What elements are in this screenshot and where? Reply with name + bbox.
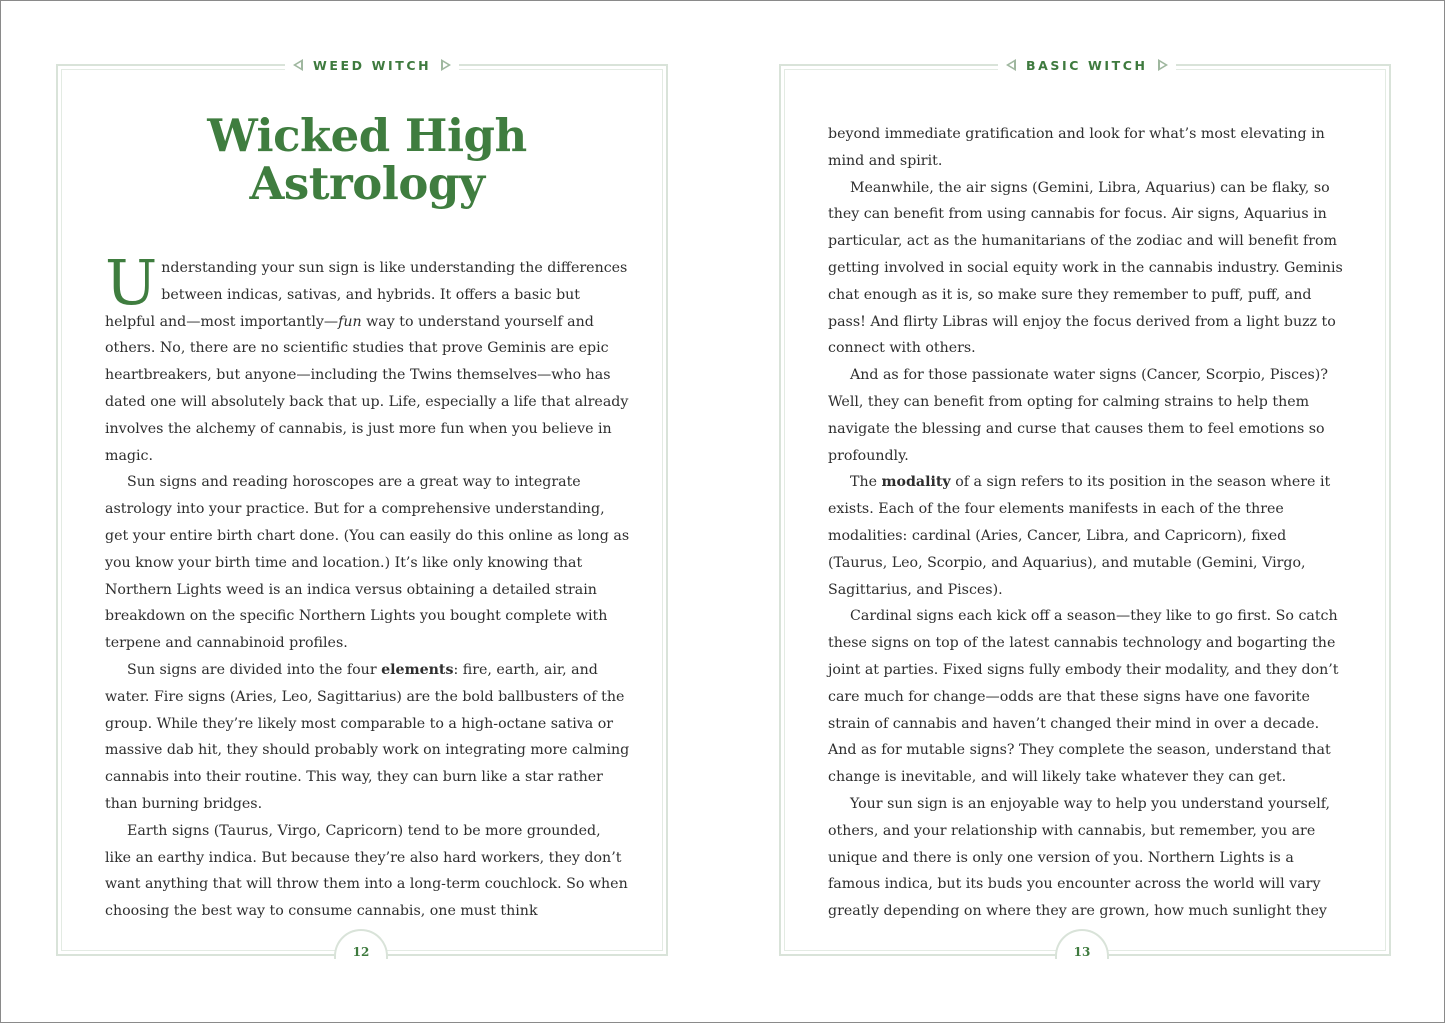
paragraph: Cardinal signs each kick off a season—they like to go first. So catch these signs on top of the latest cannabis technology and bogarting the joint at parties. Fixed signs fully embody their modality, and they don’t care much for change—odds are that these signs have one favorite strain of cannabis and haven’t changed their mind in over a decade. And as for mutable signs? They complete the season, understand that change is inevitable, and will likely take whatever they can get. <box>828 608 1339 786</box>
paragraph: Earth signs (Taurus, Virgo, Capricorn) tend to be more grounded, like an earthy indica. But because they’re also hard workers, they don’t want anything that will throw them into a long-term couchlock. So when choosing the best way to consume cannabis, one must think <box>105 822 628 920</box>
page-number: 13 <box>1073 945 1091 959</box>
text-run: way to understand yourself and others. No, there are no scientific studies that prove Geminis are epic heartbreakers, but anyone—including the Twins themselves—who has dated one will absolutely back that up. Life, especially a life that already involves the alchemy of cannabis, is just more fun when you believe in magic. <box>105 313 629 464</box>
paragraph <box>105 657 630 818</box>
text-run: nderstanding your sun sign is like understanding the differences between indicas, sativas, and hybrids. It offers a basic but helpful and—most importantly— <box>105 260 628 330</box>
running-head-label: BASIC WITCH <box>1026 57 1148 73</box>
text-run: : fire, earth, air, and water. Fire signs (Aries, Leo, Sagittarius) are the bold ballbusters of the group. While they’re likely most comparable to a high-octane sativa or massive dab hit, they should probably work on integrating more calming cannabis into their routine. This way, they can burn like a star rather than burning bridges. <box>105 661 630 812</box>
bold-term: modality <box>881 474 951 491</box>
paragraph <box>828 469 1346 603</box>
right-running-head <box>998 54 1176 76</box>
left-running-head <box>285 54 459 76</box>
title-line-1: Wicked High <box>207 109 527 162</box>
left-ornament-icon <box>293 59 303 71</box>
running-head-label: WEED WITCH <box>313 57 432 73</box>
right-body-text <box>828 121 1346 925</box>
title-line-2: Astrology <box>249 157 485 210</box>
left-ornament-icon <box>1006 59 1016 71</box>
emphasis: fun <box>338 313 362 330</box>
paragraph: Sun signs and reading horoscopes are a great way to integrate astrology into your practice. But for a comprehensive understanding, get your entire birth chart done. (You can easily do this online as long as you know your birth time and location.) It’s like only knowing that Northern Lights weed is an indica versus obtaining a detailed strain breakdown on the specific Northern Lights you bought complete with terpene and cannabinoid profiles. <box>105 474 630 652</box>
text-run: Sun signs are divided into the four <box>127 661 382 678</box>
paragraph: Your sun sign is an enjoyable way to help you understand yourself, others, and your relationship with cannabis, but remember, you are unique and there is only one version of you. Northern Lights is a famous indica, but its buds you encounter across the world will vary greatly depending on where they are grown, how much sunlight they <box>828 795 1331 920</box>
right-ornament-icon <box>1158 59 1168 71</box>
paragraph: beyond immediate gratification and look for what’s most elevating in mind and spirit. <box>828 126 1325 169</box>
text-run: The <box>850 474 882 491</box>
bold-term: elements <box>381 661 454 678</box>
drop-cap: U <box>105 246 158 319</box>
paragraph: And as for those passionate water signs (Cancer, Scorpio, Pisces)? Well, they can benefit from opting for calming strains to help them navigate the blessing and curse that causes them to feel emotions so profoundly. <box>828 367 1328 464</box>
left-body-text <box>105 246 630 925</box>
paragraph <box>105 246 630 469</box>
chapter-title <box>112 109 622 210</box>
text-run: of a sign refers to its position in the season where it exists. Each of the four elements manifests in each of the three modalities: cardinal (Aries, Cancer, Libra, and Capricorn), fixed (Taurus, Leo, Scorpio, and Aquarius), and mutable (Gemini, Virgo, Sagittarius, and Pisces). <box>828 474 1331 598</box>
page-number: 12 <box>352 945 370 959</box>
paragraph: Meanwhile, the air signs (Gemini, Libra, Aquarius) can be flaky, so they can benefit from using cannabis for focus. Air signs, Aquarius in particular, act as the humanitarians of the zodiac and will benefit from getting involved in social equity work in the cannabis industry. Geminis chat enough as it is, so make sure they remember to puff, puff, and pass! And flirty Libras will enjoy the focus derived from a light buzz to connect with others. <box>828 179 1343 357</box>
right-ornament-icon <box>441 59 451 71</box>
left-page <box>0 0 722 1023</box>
